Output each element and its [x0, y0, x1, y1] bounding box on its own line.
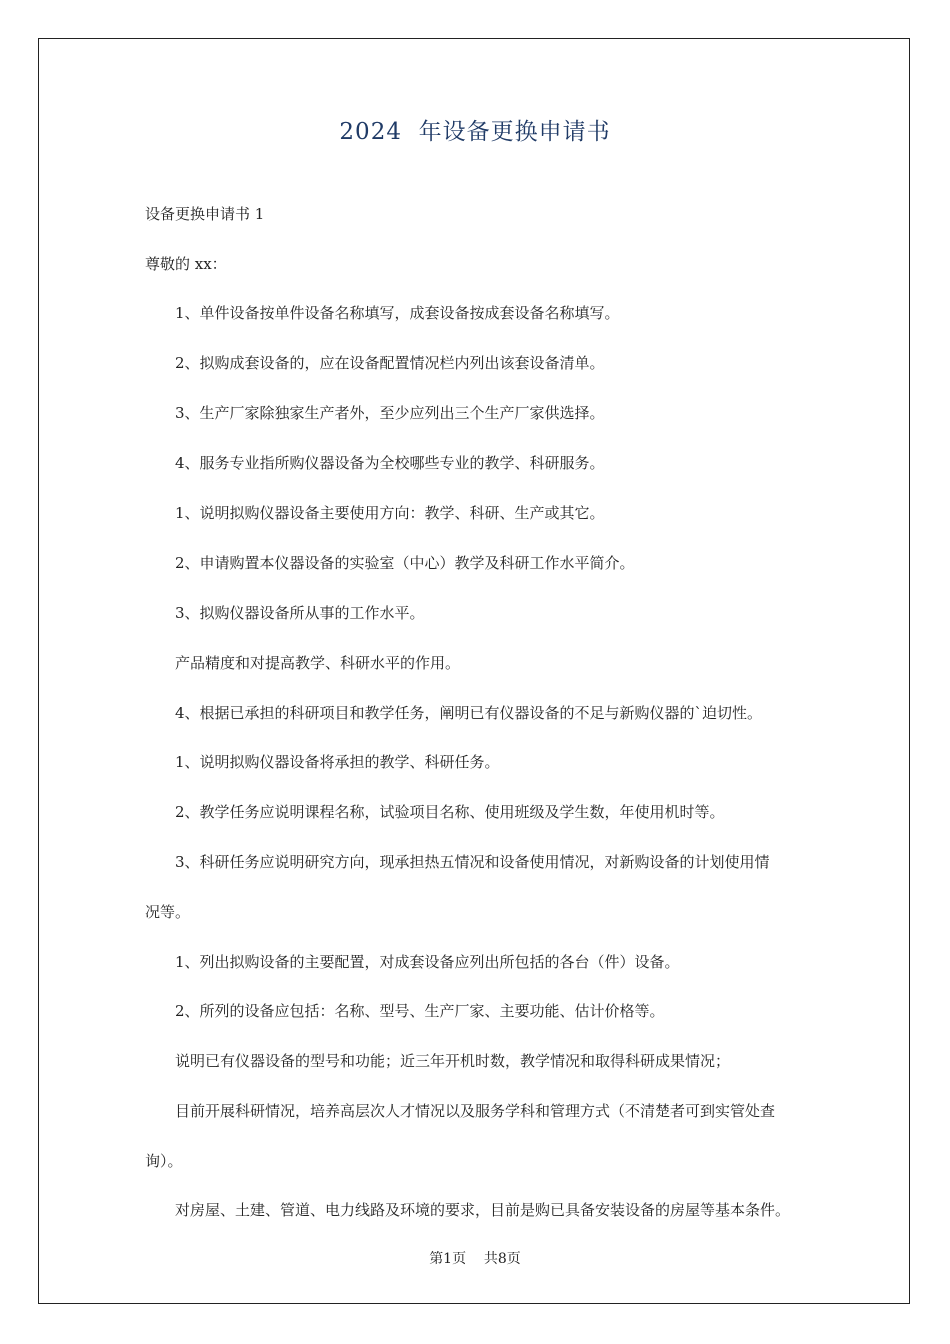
paragraph-line: 4、服务专业指所购仪器设备为全校哪些专业的教学、科研服务。: [175, 454, 605, 472]
page-footer: 第1页 共8页: [429, 1251, 521, 1267]
paragraph-line: 2、教学任务应说明课程名称，试验项目名称、使用班级及学生数，年使用机时等。: [175, 803, 725, 821]
paragraph-line: 1、列出拟购设备的主要配置，对成套设备应列出所包括的各台（件）设备。: [175, 953, 680, 971]
paragraph-line: 3、科研任务应说明研究方向，现承担热五情况和设备使用情况，对新购设备的计划使用情: [175, 853, 770, 871]
paragraph-line: 设备更换申请书 1: [145, 205, 265, 223]
paragraph-line: 目前开展科研情况，培养高层次人才情况以及服务学科和管理方式（不清楚者可到实管处查: [175, 1102, 776, 1120]
paragraph-line: 询）。: [145, 1152, 183, 1170]
paragraph-line: 4、根据已承担的科研项目和教学任务，阐明已有仪器设备的不足与新购仪器的`迫切性。: [175, 704, 763, 722]
paragraph-line: 1、单件设备按单件设备名称填写，成套设备按成套设备名称填写。: [175, 304, 620, 322]
paragraph-line: 对房屋、土建、管道、电力线路及环境的要求，目前是购已具备安装设备的房屋等基本条件。: [175, 1201, 791, 1219]
paragraph-line: 2、所列的设备应包括：名称、型号、生产厂家、主要功能、估计价格等。: [175, 1002, 665, 1020]
paragraph-line: 2、拟购成套设备的，应在设备配置情况栏内列出该套设备清单。: [175, 354, 605, 372]
paragraph-line: 1、说明拟购仪器设备将承担的教学、科研任务。: [175, 753, 500, 771]
document-title: 2024 年设备更换申请书: [339, 119, 611, 145]
paragraph-line: 况等。: [145, 903, 191, 921]
paragraph-line: 3、拟购仪器设备所从事的工作水平。: [175, 604, 425, 622]
paragraph-line: 产品精度和对提高教学、科研水平的作用。: [175, 654, 461, 672]
paragraph-line: 尊敬的 xx：: [145, 255, 227, 273]
paragraph-line: 1、说明拟购仪器设备主要使用方向：教学、科研、生产或其它。: [175, 504, 605, 522]
paragraph-line: 说明已有仪器设备的型号和功能；近三年开机时数，教学情况和取得科研成果情况；: [175, 1052, 731, 1070]
paragraph-line: 2、申请购置本仪器设备的实验室（中心）教学及科研工作水平简介。: [175, 554, 635, 572]
paragraph-line: 3、生产厂家除独家生产者外，至少应列出三个生产厂家供选择。: [175, 404, 605, 422]
